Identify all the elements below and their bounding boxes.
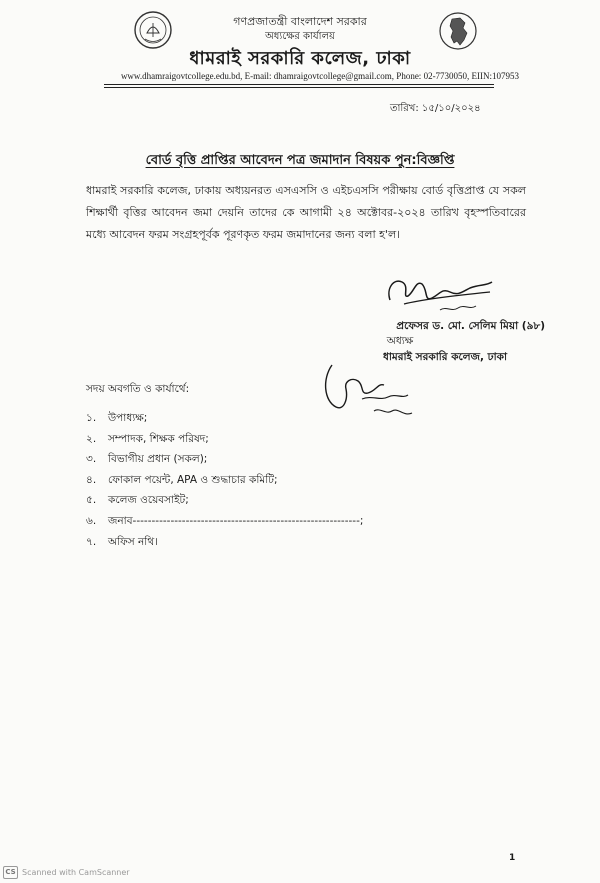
list-item xyxy=(86,473,426,494)
item-number: ৪. xyxy=(86,473,97,486)
subject-text: বোর্ড বৃত্তি প্রাপ্তির আবেদন পত্র জমাদান বিষয়ক পুন:বিজ্ঞপ্তি xyxy=(145,153,455,168)
signatory-name: প্রফেসর ড. মো. সেলিম মিয়া (৯৮) xyxy=(396,320,545,332)
distribution-heading: সদয় অবগতি ও কার্যার্থে: xyxy=(86,383,190,395)
list-item xyxy=(86,514,426,535)
item-number: ৫. xyxy=(86,494,97,507)
item-text: কলেজ ওয়েবসাইট; xyxy=(108,494,189,507)
item-number: ২. xyxy=(86,432,97,445)
header-divider-secondary xyxy=(104,87,494,88)
scanner-text: Scanned with CamScanner xyxy=(22,868,130,877)
item-number: ৬. xyxy=(86,514,97,527)
notice-subject xyxy=(0,151,600,172)
list-item xyxy=(86,411,426,432)
item-text: উপাধ্যক্ষ; xyxy=(108,412,148,424)
item-number: ৩. xyxy=(86,453,97,466)
college-title: ধামরাই সরকারি কলেজ, ঢাকা xyxy=(189,48,411,69)
signatory-college: ধামরাই সরকারি কলেজ, ঢাকা xyxy=(382,351,508,363)
item-number: ৭. xyxy=(86,535,97,548)
page-number: 1 xyxy=(509,853,516,863)
scanner-watermark xyxy=(3,866,130,879)
government-line: গণপ্রজাতন্ত্রী বাংলাদেশ সরকার xyxy=(233,15,367,28)
camscanner-logo-icon: CS xyxy=(3,866,18,879)
item-text: বিভাগীয় প্রধান (সকল); xyxy=(108,453,208,466)
item-text: সম্পাদক, শিক্ষক পরিষদ; xyxy=(108,432,209,445)
item-text: অফিস নথি। xyxy=(108,535,158,548)
distribution-list xyxy=(86,411,426,555)
list-item xyxy=(86,535,426,556)
signatory-title: অধ্যক্ষ xyxy=(386,335,414,347)
list-item xyxy=(86,493,426,514)
office-line: অধ্যক্ষের কার্যালয় xyxy=(265,31,335,42)
item-text: ফোকাল পয়েন্ট, APA ও শুদ্ধাচার কমিটি; xyxy=(108,473,278,486)
notice-body: ধামরাই সরকারি কলেজ, ঢাকায় অধ্যয়নরত এসএসসি ও এইচএসসি পরীক্ষায় বোর্ড বৃত্তিপ্রাপ্ত যে সকল শিক্ষার্থী বৃত্তির আবেদন জমা দেয়নি তাদের কে আগামী ২৪ অক্টোবর-২০২৪ তারিখ বৃহস্পতিবারের মধ্যে আবেদন ফরম সংগ্রহপূর্বক পূরণকৃত ফরম জমাদানের জন্য বলা হ'ল। xyxy=(86,184,526,241)
list-item xyxy=(86,452,426,473)
item-text: জনাব------------------------------------------------------------; xyxy=(108,514,364,527)
item-number: ১. xyxy=(86,412,97,424)
notice-date: তারিখ: ১৫/১০/২০২৪ xyxy=(390,103,481,114)
list-item xyxy=(86,432,426,453)
contact-line: www.dhamraigovtcollege.edu.bd, E-mail: dhamraigovtcollege@gmail.com, Phone: 02-7730050, EIIN:107953 xyxy=(120,71,520,81)
principal-signature xyxy=(380,270,510,325)
header-divider xyxy=(104,84,494,85)
